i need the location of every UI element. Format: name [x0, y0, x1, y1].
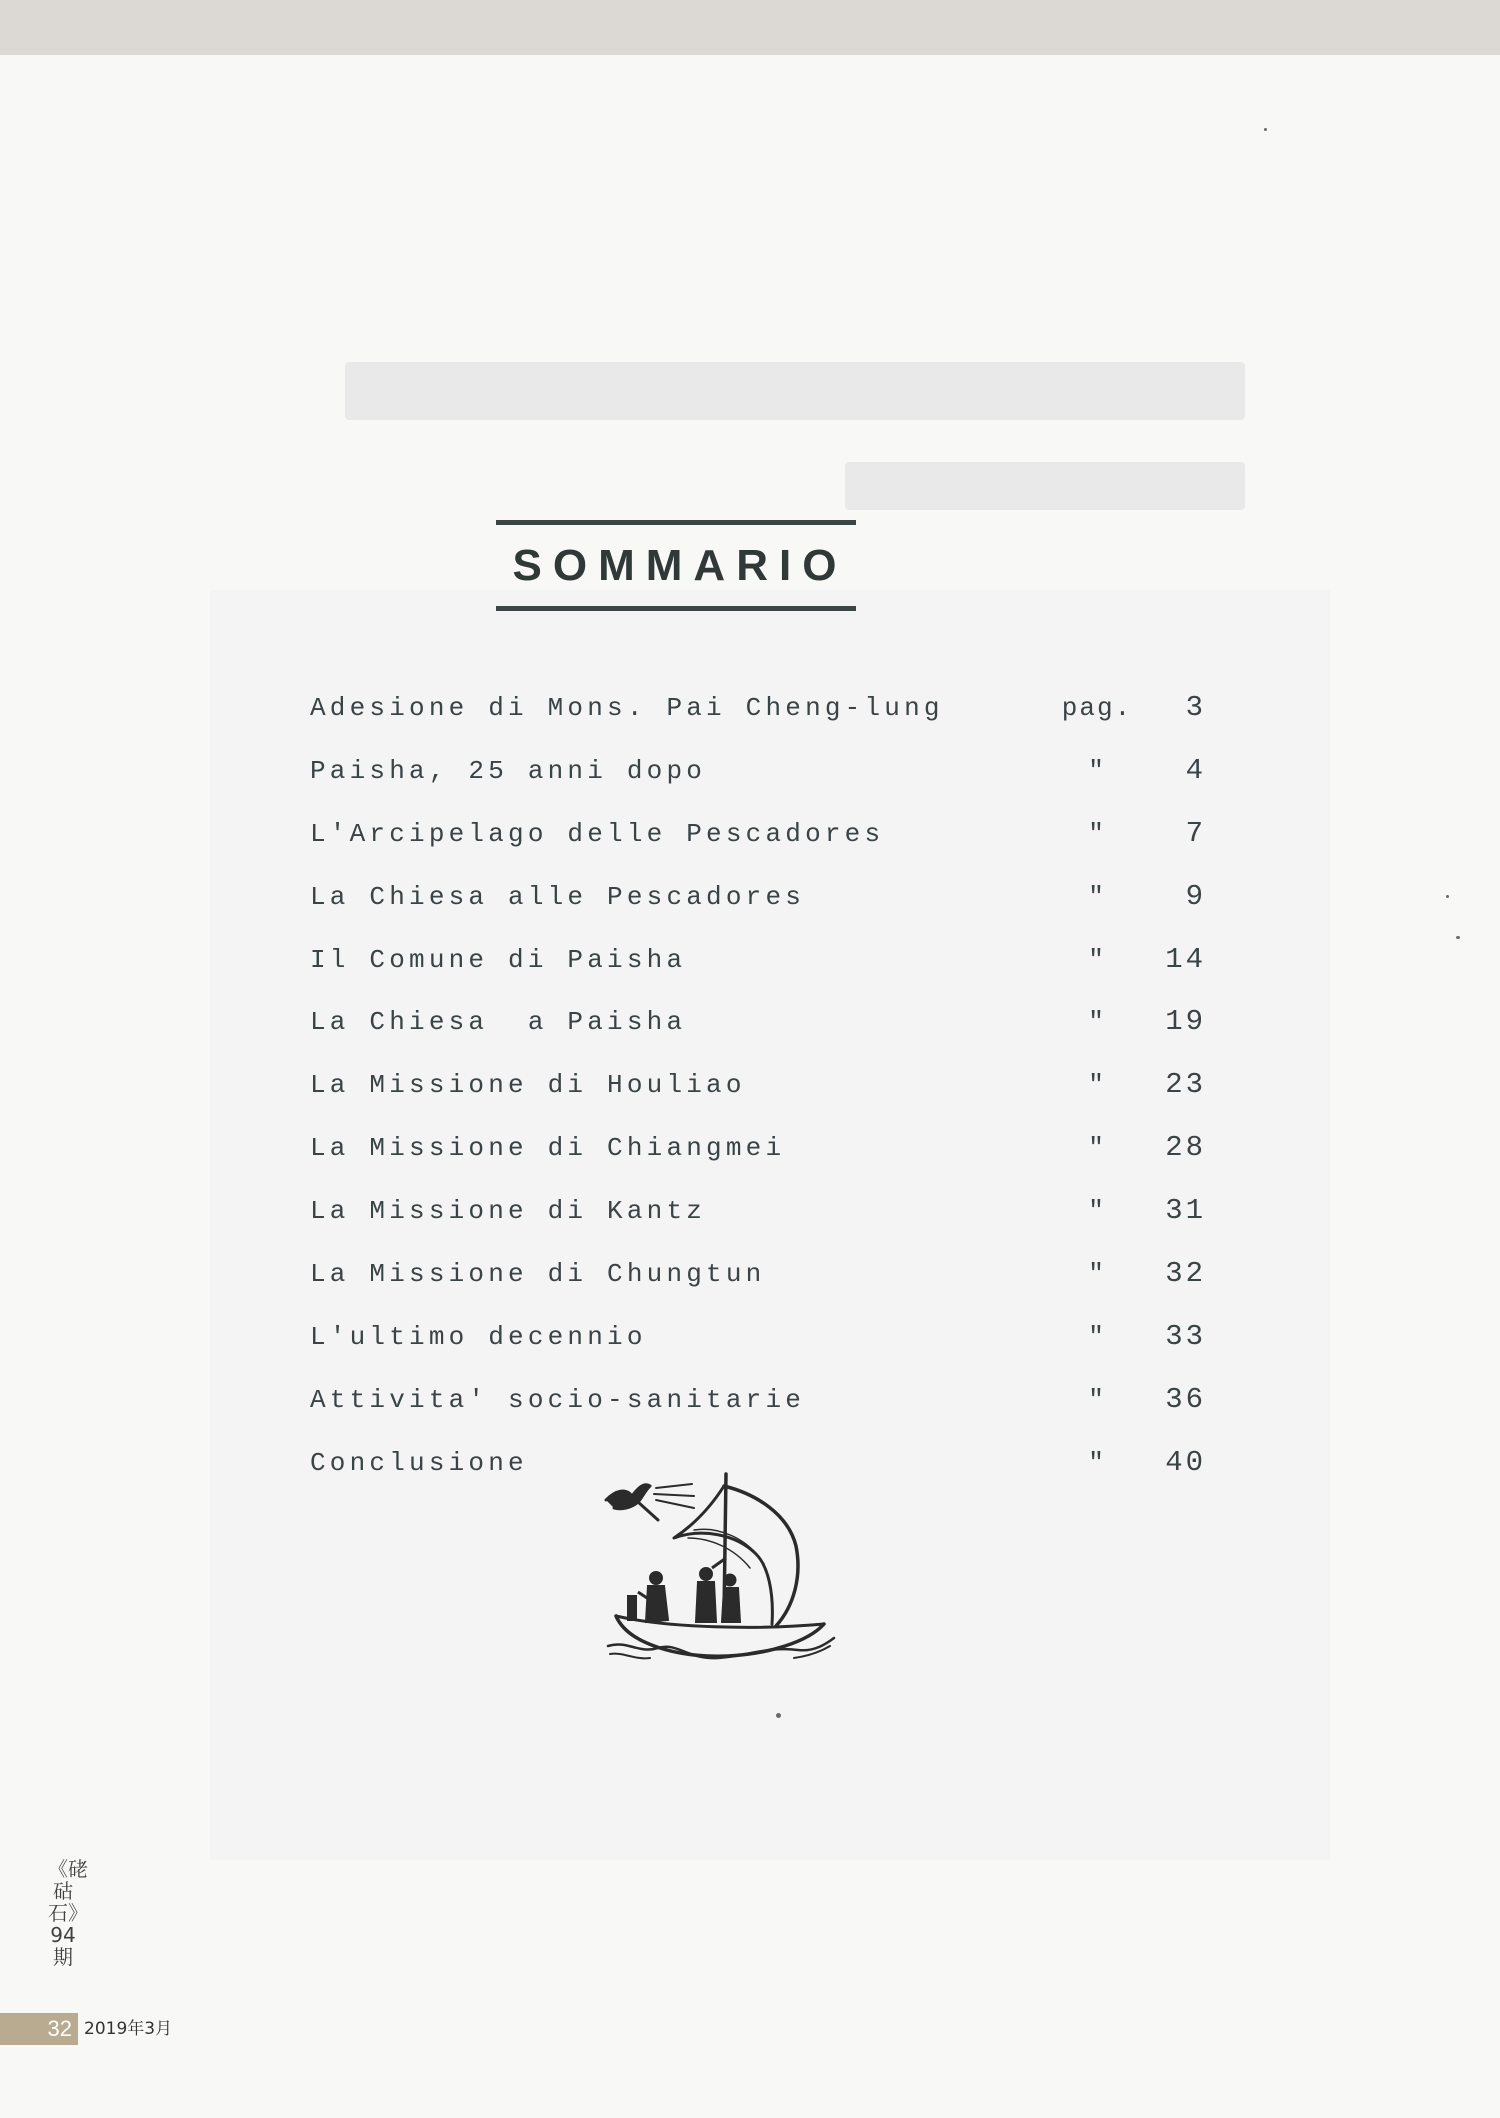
toc-entry-page: 14 — [1165, 942, 1206, 976]
toc-entry — [310, 997, 1210, 1060]
heading-rule-top — [496, 520, 856, 525]
toc-entry-title: La Missione di Houliao — [310, 1070, 746, 1101]
heading-rule-bottom — [496, 606, 856, 611]
toc-entry — [310, 1186, 1210, 1249]
toc-entry-title: La Chiesa alle Pescadores — [310, 881, 806, 912]
toc-entry-page: 7 — [1185, 816, 1206, 850]
toc-entry-marker: " — [1088, 1196, 1106, 1227]
toc-entry-marker: " — [1088, 1007, 1106, 1038]
ink-speck — [1446, 895, 1449, 898]
toc-entry-page: 36 — [1165, 1382, 1206, 1416]
toc-entry-marker: " — [1088, 1321, 1106, 1352]
toc-entry-marker: " — [1088, 944, 1106, 975]
toc-entry-title: L'ultimo decennio — [310, 1321, 647, 1352]
ink-speck — [1264, 128, 1267, 131]
toc-entry-title: La Missione di Kantz — [310, 1196, 707, 1227]
toc-entry — [310, 1312, 1210, 1375]
toc-entry-marker: " — [1088, 1384, 1106, 1415]
toc-entry-page: 40 — [1165, 1445, 1206, 1479]
page-number: 32 — [0, 2013, 78, 2045]
toc-entry — [310, 1249, 1210, 1312]
toc-entry-marker: " — [1088, 1259, 1106, 1290]
toc-entry — [310, 1123, 1210, 1186]
toc-entry-marker: pag. — [1061, 693, 1133, 723]
table-of-contents — [310, 683, 1210, 1501]
toc-entry-title: L'Arcipelago delle Pescadores — [310, 818, 885, 849]
toc-entry-title: Attivita' socio-sanitarie — [310, 1384, 806, 1415]
ink-speck — [1456, 936, 1460, 939]
toc-entry — [310, 872, 1210, 935]
show-through-title-line — [345, 362, 1245, 420]
boat-with-dove-icon — [598, 1468, 838, 1668]
page-title: SOMMARIO — [512, 541, 848, 590]
toc-entry — [310, 683, 1210, 746]
toc-entry-page: 33 — [1165, 1319, 1206, 1353]
toc-entry — [310, 746, 1210, 809]
toc-entry-marker: " — [1088, 1133, 1106, 1164]
issue-date: 2019年3月 — [84, 2019, 173, 2039]
toc-entry-marker: " — [1088, 881, 1106, 912]
toc-entry — [310, 1375, 1210, 1438]
toc-entry-page: 4 — [1185, 753, 1206, 787]
heading-box — [496, 520, 856, 614]
toc-entry-title: La Missione di Chiangmei — [310, 1133, 786, 1164]
toc-entry-page: 28 — [1165, 1131, 1206, 1165]
ink-speck — [776, 1713, 781, 1718]
toc-entry-marker: " — [1088, 818, 1106, 849]
toc-entry-page: 9 — [1185, 879, 1206, 913]
toc-entry-marker: " — [1088, 1070, 1106, 1101]
toc-entry-page: 32 — [1165, 1257, 1206, 1291]
toc-entry-title: Conclusione — [310, 1447, 528, 1478]
toc-entry-page: 23 — [1165, 1068, 1206, 1102]
toc-entry-page: 31 — [1165, 1194, 1206, 1228]
toc-entry — [310, 809, 1210, 872]
toc-entry-title: Il Comune di Paisha — [310, 944, 687, 975]
toc-entry-page: 19 — [1165, 1005, 1206, 1039]
top-band — [0, 0, 1500, 55]
toc-entry — [310, 1060, 1210, 1123]
toc-entry-title: Adesione di Mons. Pai Cheng-lung — [310, 693, 944, 723]
toc-entry-title: La Missione di Chungtun — [310, 1259, 766, 1290]
magazine-issue-label: 《硓𥑮石》94期 — [48, 1857, 88, 1969]
toc-entry-marker: " — [1088, 755, 1106, 786]
toc-entry-marker: " — [1088, 1447, 1106, 1478]
toc-entry-title: La Chiesa a Paisha — [310, 1007, 687, 1038]
show-through-subtitle-line — [845, 462, 1245, 510]
toc-entry-title: Paisha, 25 anni dopo — [310, 755, 707, 786]
toc-entry — [310, 935, 1210, 998]
toc-entry-page: 3 — [1185, 691, 1206, 724]
